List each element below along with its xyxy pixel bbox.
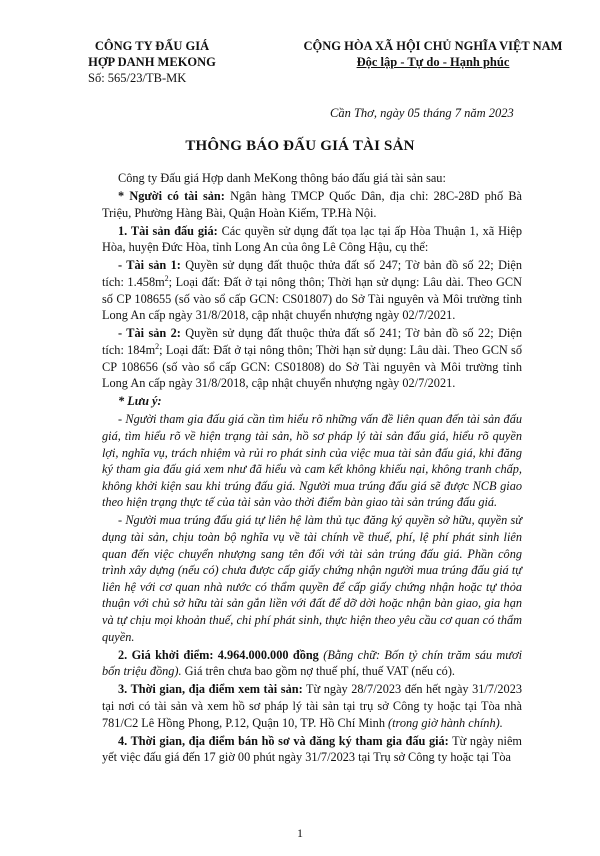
- section-4-paragraph: [102, 733, 522, 766]
- asset-2-text-b: ; Loại đất: Đất ở tại nông thôn; Thời hạn sử dụng: Lâu dài. Theo GCN số CP 108656 (số vào sổ cấp GCN: CS01808) do Sở Tài nguyên và Môi trường tỉnh Long An cấp ngày 31/8/2018, cập nhật chuyển nhượng ngày 02/7/2021.: [102, 342, 522, 391]
- national-header: [288, 38, 578, 70]
- note-label: * Lưu ý:: [118, 394, 162, 409]
- asset-1-paragraph: [102, 257, 522, 323]
- note-paragraph-1: - Người tham gia đấu giá cần tìm hiểu rõ những vấn đề liên quan đến tài sản đấu giá, tìm hiểu rõ về hiện trạng tài sản, hồ sơ pháp lý tài sản đấu giá, hiểu rõ quyền lợi, nghĩa vụ, trách nhiệm và rủi ro phát sinh của việc mua tài sản đấu giá, khi đăng ký tham gia đấu giá xem như đã hiểu và cam kết không khiếu nại, không tranh chấp, không khởi kiện sau khi trúng đấu giá. Người mua trúng đấu giá sẽ được NCB giao theo hiện trạng thực tế của tài sản vào thời điểm bàn giao tài sản trúng đấu giá.: [102, 412, 522, 510]
- section-3-label: 3. Thời gian, địa điểm xem tài sản:: [118, 682, 303, 697]
- asset-2-label: - Tài sản 2:: [118, 326, 181, 341]
- asset-1-label: - Tài sản 1:: [118, 258, 181, 273]
- section-2-words: (Bằng chữ: Bốn tỷ chín trăm sáu mươi bốn triệu đồng).: [102, 647, 522, 679]
- organization-header: [82, 38, 222, 86]
- document-title: THÔNG BÁO ĐẤU GIÁ TÀI SẢN: [185, 138, 415, 154]
- note-heading: [102, 393, 522, 410]
- intro-paragraph: Công ty Đấu giá Hợp danh MeKong thông báo đấu giá tài sản sau:: [118, 171, 446, 185]
- owner-text: Ngân hàng TMCP Quốc Dân, địa chỉ: 28C-28D phố Bà Triệu, Phường Hàng Bài, Quận Hoàn Kiếm, TP.Hà Nội.: [102, 189, 522, 220]
- asset-1-text-a: Quyền sử dụng đất thuộc thửa đất số 247; Tờ bản đồ số 22; Diện tích: 1.458m: [102, 258, 522, 290]
- section-3-paragraph: [102, 681, 522, 731]
- section-1-text: Các quyền sử dụng đất tọa lạc tại ấp Hòa Thuận 1, xã Hiệp Hòa, huyện Đức Hòa, tỉnh Long An của ông Lê Công Hậu, cụ thể:: [102, 223, 522, 255]
- section-2-paragraph: [102, 647, 522, 680]
- page-number: 1: [297, 826, 303, 840]
- asset-2-paragraph: [102, 325, 522, 391]
- section-2-label: 2. Giá khởi điểm: 4.964.000.000 đồng: [118, 647, 319, 662]
- country-name: CỘNG HÒA XÃ HỘI CHỦ NGHĨA VIỆT NAM: [303, 39, 563, 53]
- owner-label: * Người có tài sản:: [118, 189, 225, 204]
- note-paragraph-2: - Người mua trúng đấu giá tự liên hệ làm thủ tục đăng ký quyền sở hữu, quyền sử dụng tài sản, chịu toàn bộ nghĩa vụ về tài chính về thuế, phí, lệ phí phát sinh liên quan đến việc chuyển nhượng sang tên đối với tài sản trúng đấu giá. Phần công trình xây dựng (nếu có) chưa được cấp giấy chứng nhận người mua trúng đấu giá tự liên hệ với cơ quan nhà nước có thẩm quyền để cấp giấy chứng nhận hoặc tự thỏa thuận với chủ sở hữu tài sản gắn liền với đất để dỡ dời hoặc nhận bàn giao, gia hạn và tự chịu mọi khoản thuế, chi phí phát sinh, thực hiện theo yêu cầu cơ quan có thẩm quyền.: [102, 513, 522, 644]
- owner-paragraph: [102, 188, 522, 221]
- section-1-paragraph: [102, 223, 522, 256]
- asset-1-area-exponent: 2: [164, 273, 169, 283]
- asset-2-area-exponent: 2: [155, 341, 160, 351]
- section-3-hours: (trong giờ hành chính).: [388, 715, 503, 730]
- section-4-label: 4. Thời gian, địa điểm bán hồ sơ và đăng ký tham gia đấu giá:: [118, 733, 449, 748]
- section-1-label: 1. Tài sản đấu giá:: [118, 223, 218, 238]
- section-4-text: Từ ngày niêm yết việc đấu giá đến 17 giờ 00 phút ngày 31/7/2023 tại Trụ sở Công ty hoặc tại Tòa: [102, 733, 522, 765]
- asset-1-text-b: ; Loại đất: Đất ở tại nông thôn; Thời hạn sử dụng: Lâu dài. Theo GCN số CP 108655 (số vào sổ cấp GCN: CS01807) do Sở Tài nguyên và Môi trường tỉnh Long An cấp ngày 31/8/2018, cập nhật chuyển nhượng ngày 02/7/2021.: [102, 275, 522, 323]
- section-2-text: Giá trên chưa bao gồm nợ thuế phí, thuế VAT (nếu có).: [184, 664, 455, 679]
- section-3-text: Từ ngày 28/7/2023 đến hết ngày 31/7/2023 tại nơi có tài sản và xem hồ sơ pháp lý tài sản tại trụ sở Công ty hoặc tại Tòa nhà 781/C2 Lê Hồng Phong, P.12, Quận 10, TP. Hồ Chí Minh: [102, 682, 522, 730]
- asset-2-text-a: Quyền sử dụng đất thuộc thửa đất số 241; Tờ bản đồ số 22; Diện tích: 184m: [102, 326, 522, 357]
- org-name-line1: CÔNG TY ĐẤU GIÁ: [94, 39, 210, 53]
- national-motto: Độc lập - Tự do - Hạnh phúc: [356, 55, 510, 69]
- document-number: Số: 565/23/TB-MK: [88, 71, 187, 85]
- org-name-line2: HỢP DANH MEKONG: [88, 55, 216, 69]
- document-date: Cần Thơ, ngày 05 tháng 7 năm 2023: [330, 106, 514, 120]
- document-body: [102, 170, 522, 767]
